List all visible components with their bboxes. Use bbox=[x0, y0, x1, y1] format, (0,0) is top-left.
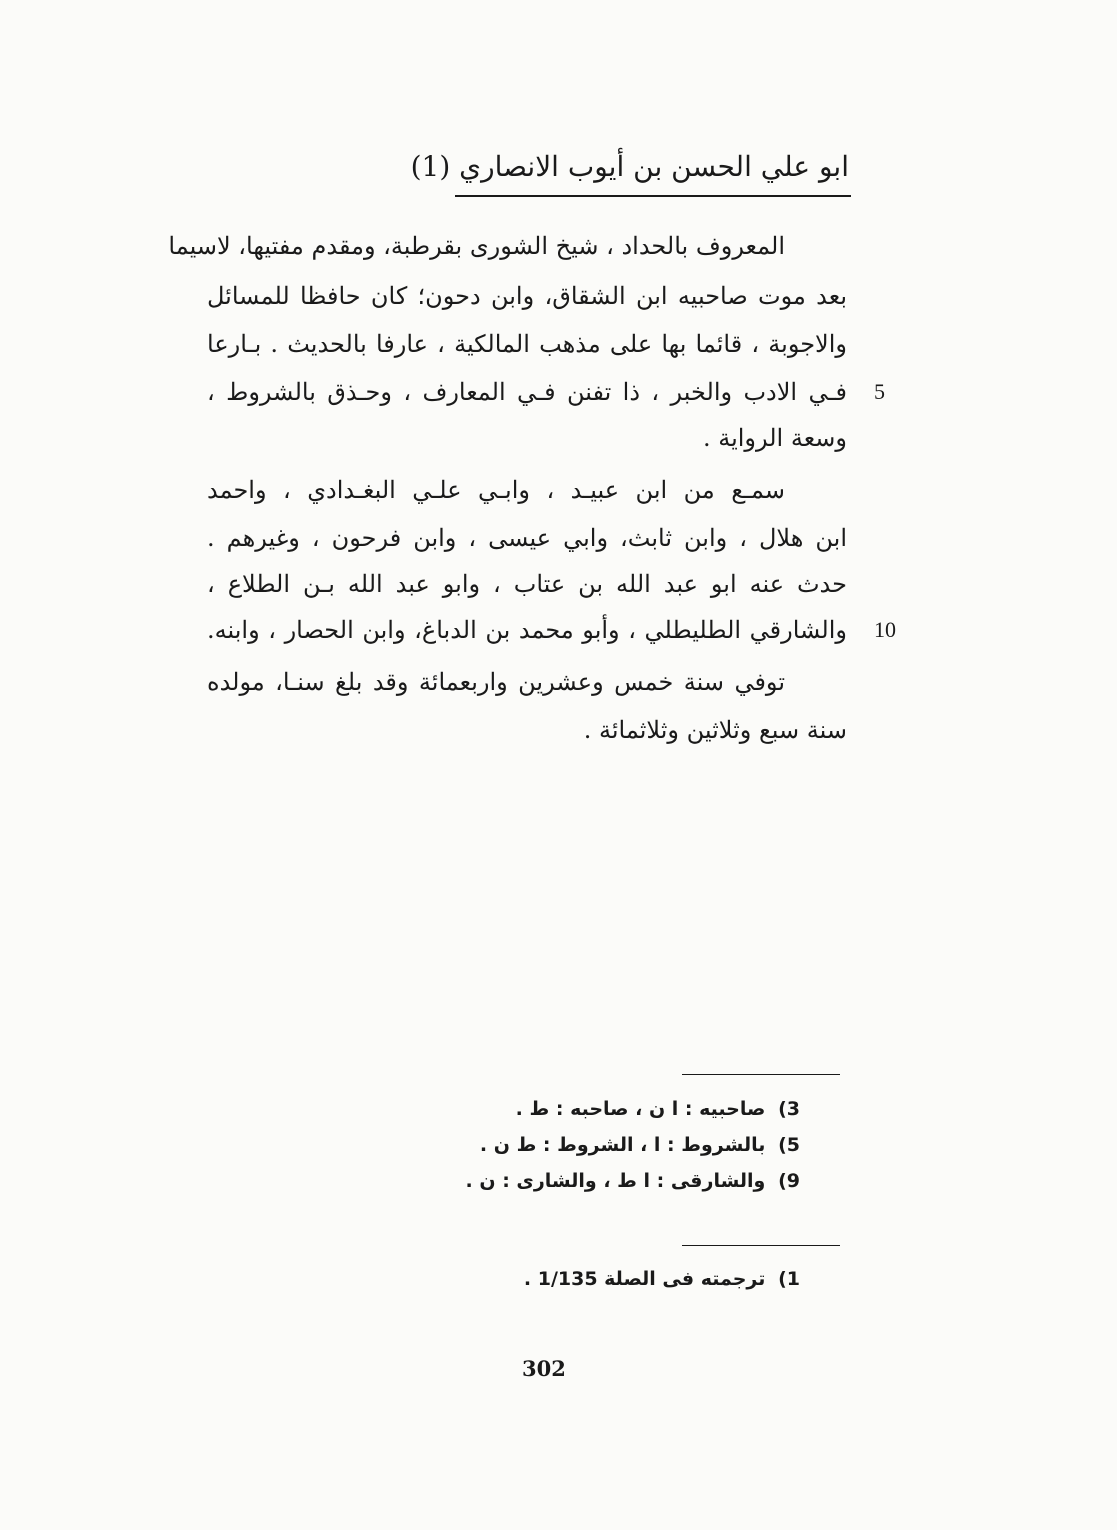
text-line-4: فـي الادب والخبر ، ذا تفنن فـي المعارف ، وحـذق بالشروط ، bbox=[207, 378, 847, 406]
note-text: صاحبيه : ا ن ، صاحبه : ط . bbox=[515, 1098, 766, 1120]
note-number: 3) bbox=[778, 1098, 800, 1120]
apparatus-note-3 bbox=[466, 1166, 800, 1196]
apparatus-note-1 bbox=[516, 1094, 800, 1124]
text-line-2: بعد موت صاحبيه ابن الشقاق، وابن دحون؛ كان حافظا للمسائل bbox=[207, 282, 847, 310]
text-line-7: ابن هلال ، وابن ثابث، وابي عيسى ، وابن فرحون ، وغيرهم . bbox=[207, 524, 847, 552]
note-text: والشارقى : ا ط ، والشارى : ن . bbox=[465, 1170, 766, 1192]
page-number: 302 bbox=[522, 1356, 566, 1381]
footnote-number: 1) bbox=[778, 1268, 800, 1290]
biography-title: ابو علي الحسن بن أيوب الانصاري (1) bbox=[410, 150, 849, 183]
text-line-11: سنة سبع وثلاثين وثلاثمائة . bbox=[583, 716, 847, 744]
text-line-1: المعروف بالحداد ، شيخ الشورى بقرطبة، ومقدم مفتيها، لاسيما bbox=[168, 232, 785, 260]
line-number-5: 5 bbox=[874, 379, 885, 404]
footnote-text: ترجمته فى الصلة 1/135 . bbox=[523, 1268, 766, 1290]
text-line-5: وسعة الرواية . bbox=[702, 424, 847, 452]
note-number: 5) bbox=[778, 1134, 800, 1156]
title-underline bbox=[455, 195, 851, 197]
footnote-1 bbox=[524, 1264, 800, 1294]
note-text: بالشروط : ا ، الشروط : ط ن . bbox=[479, 1134, 766, 1156]
text-line-6: سمـع من ابن عبيـد ، وابـي علـي البغـدادي ، واحمد bbox=[207, 476, 785, 504]
footnote-rule bbox=[682, 1245, 840, 1246]
text-line-9: والشارقي الطليطلي ، وأبو محمد بن الدباغ، وابن الحصار ، وابنه. bbox=[207, 616, 847, 644]
apparatus-note-2 bbox=[480, 1130, 800, 1160]
text-line-8: حدث عنه ابو عبد الله بن عتاب ، وابو عبد الله بـن الطلاع ، bbox=[207, 570, 847, 598]
text-line-10: توفي سنة خمس وعشرين واربعمائة وقد بلغ سنـا، مولده bbox=[207, 668, 785, 696]
text-line-3: والاجوبة ، قائما بها على مذهب المالكية ، عارفا بالحديث . بـارعا bbox=[207, 330, 847, 358]
line-number-10: 10 bbox=[874, 617, 896, 642]
note-number: 9) bbox=[778, 1170, 800, 1192]
apparatus-rule bbox=[682, 1074, 840, 1075]
